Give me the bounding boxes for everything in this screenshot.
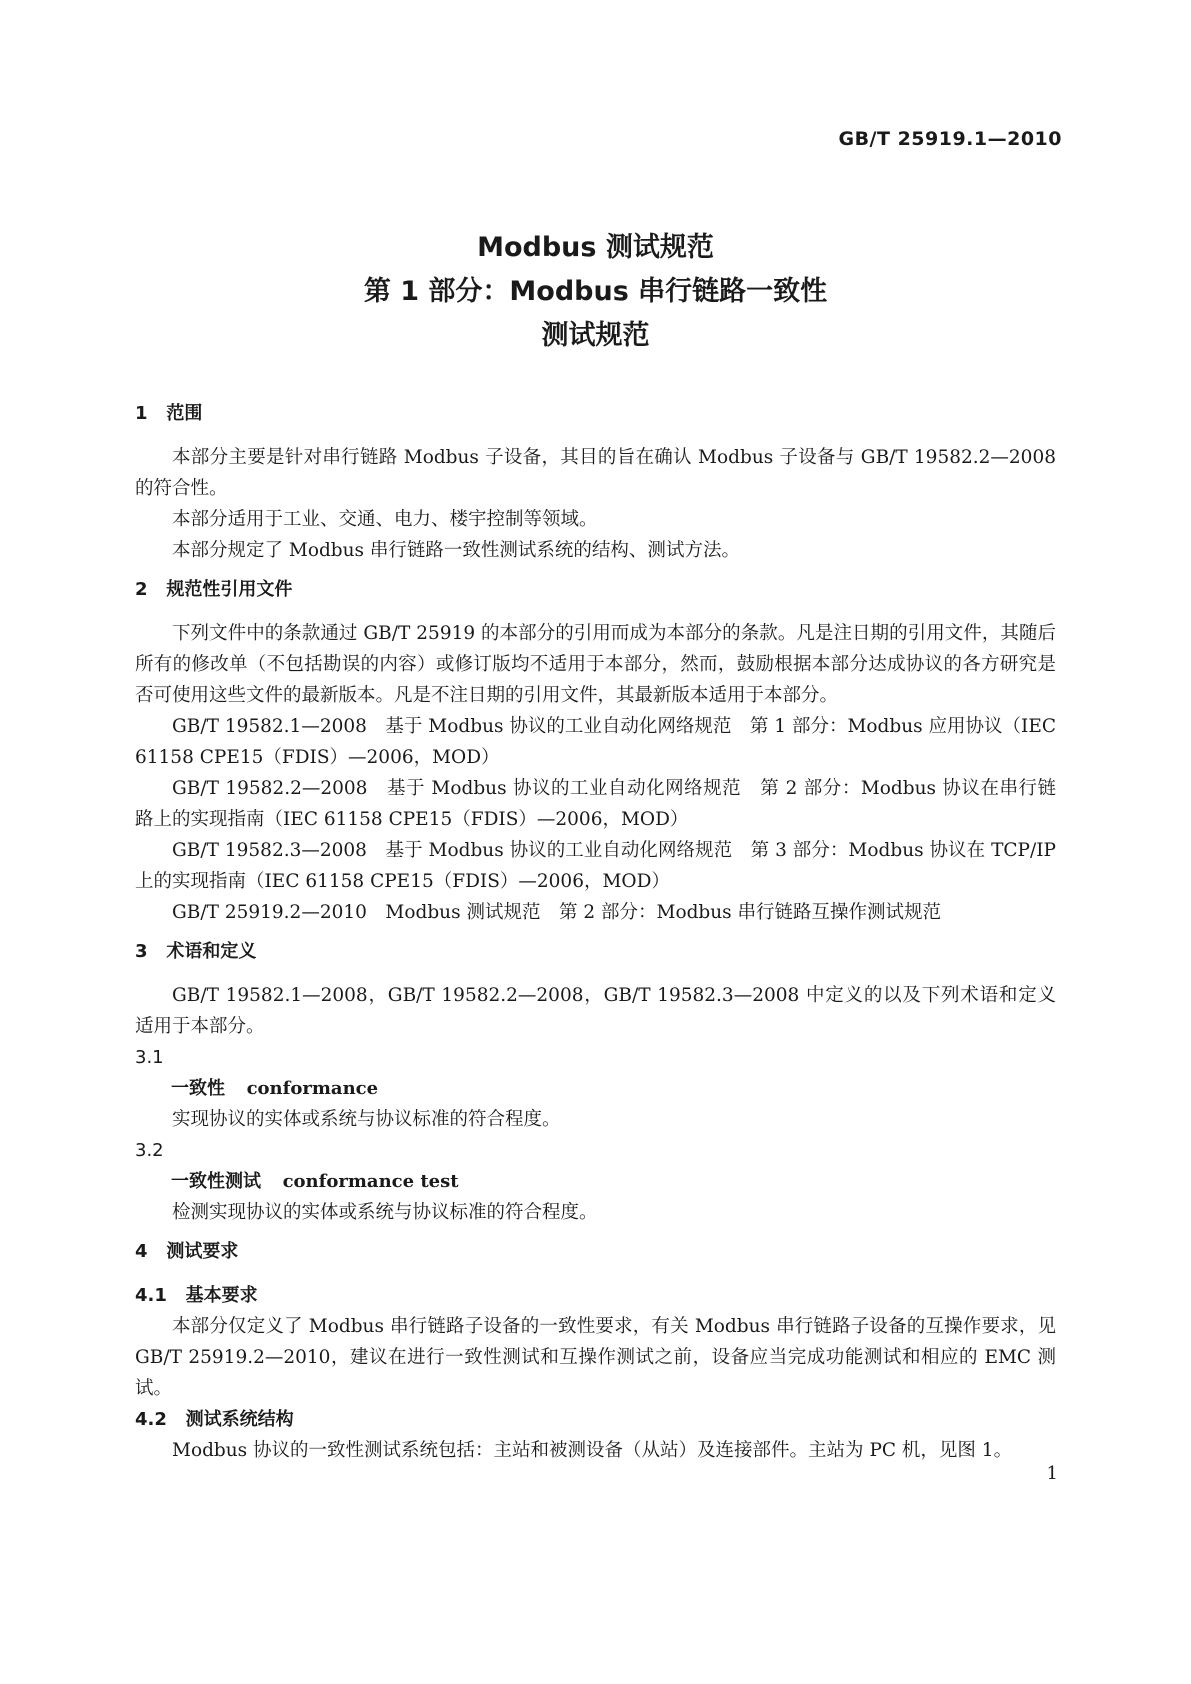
- reference-entry: GB/T 19582.3—2008 基于 Modbus 协议的工业自动化网络规范 第 3 部分：Modbus 协议在 TCP/IP 上的实现指南（IEC 61158 CPE15（FDIS）—2006，MOD）: [135, 840, 1056, 892]
- term-number: 3.2: [135, 1140, 164, 1161]
- section-heading-scope: 1 范围: [135, 403, 203, 424]
- section-heading-terms-and-definitions: 3 术语和定义: [135, 941, 257, 962]
- standard-code: GB/T 25919.1—2010: [838, 128, 1062, 150]
- paragraph: 本部分主要是针对串行链路 Modbus 子设备，其目的旨在确认 Modbus 子设备与 GB/T 19582.2—2008 的符合性。: [135, 447, 1056, 499]
- term-chinese: 一致性测试: [171, 1171, 261, 1192]
- section-heading-test-requirements: 4 测试要求: [135, 1241, 239, 1262]
- reference-entry: GB/T 19582.2—2008 基于 Modbus 协议的工业自动化网络规范 第 2 部分：Modbus 协议在串行链路上的实现指南（IEC 61158 CPE15（FDIS）—2006，MOD）: [135, 778, 1056, 830]
- title-line-1: Modbus 测试规范: [477, 232, 714, 263]
- term-definition: 实现协议的实体或系统与协议标准的符合程度。: [172, 1109, 561, 1130]
- subsection-heading-test-system-structure: 4.2 测试系统结构: [135, 1409, 294, 1430]
- term-definition: 检测实现协议的实体或系统与协议标准的符合程度。: [172, 1202, 598, 1223]
- subsection-heading-basic-requirements: 4.1 基本要求: [135, 1285, 258, 1306]
- paragraph: 本部分适用于工业、交通、电力、楼宇控制等领域。: [172, 509, 598, 530]
- paragraph: Modbus 协议的一致性测试系统包括：主站和被测设备（从站）及连接部件。主站为 PC 机，见图 1。: [172, 1440, 1013, 1461]
- paragraph: GB/T 19582.1—2008，GB/T 19582.2—2008，GB/T 19582.3—2008 中定义的以及下列术语和定义适用于本部分。: [135, 985, 1056, 1037]
- document-body: [135, 398, 1056, 1466]
- term-chinese: 一致性: [171, 1078, 225, 1099]
- paragraph: 下列文件中的条款通过 GB/T 25919 的本部分的引用而成为本部分的条款。凡是注日期的引用文件，其随后所有的修改单（不包括勘误的内容）或修订版均不适用于本部分，然而，鼓励根据本部分达成协议的各方研究是否可使用这些文件的最新版本。凡是不注日期的引用文件，其最新版本适用于本部分。: [135, 623, 1056, 706]
- reference-entry: GB/T 25919.2—2010 Modbus 测试规范 第 2 部分：Modbus 串行链路互操作测试规范: [172, 902, 942, 923]
- page-number: 1: [1046, 1463, 1058, 1484]
- section-heading-normative-references: 2 规范性引用文件: [135, 579, 293, 600]
- term-english: conformance: [246, 1078, 379, 1099]
- term-english: conformance test: [282, 1171, 459, 1192]
- title-line-2: 第 1 部分：Modbus 串行链路一致性: [363, 276, 828, 307]
- paragraph: 本部分仅定义了 Modbus 串行链路子设备的一致性要求，有关 Modbus 串行链路子设备的互操作要求，见 GB/T 25919.2—2010，建议在进行一致性测试和互操作测试之前，设备应当完成功能测试和相应的 EMC 测试。: [135, 1316, 1056, 1399]
- term-number: 3.1: [135, 1047, 164, 1068]
- paragraph: 本部分规定了 Modbus 串行链路一致性测试系统的结构、测试方法。: [172, 540, 740, 561]
- term-entry: [135, 1166, 1056, 1197]
- reference-entry: GB/T 19582.1—2008 基于 Modbus 协议的工业自动化网络规范 第 1 部分：Modbus 应用协议（IEC 61158 CPE15（FDIS）—2006，MOD）: [135, 716, 1056, 768]
- title-line-3: 测试规范: [541, 320, 650, 351]
- term-entry: [135, 1073, 1056, 1104]
- document-title: [0, 226, 1191, 358]
